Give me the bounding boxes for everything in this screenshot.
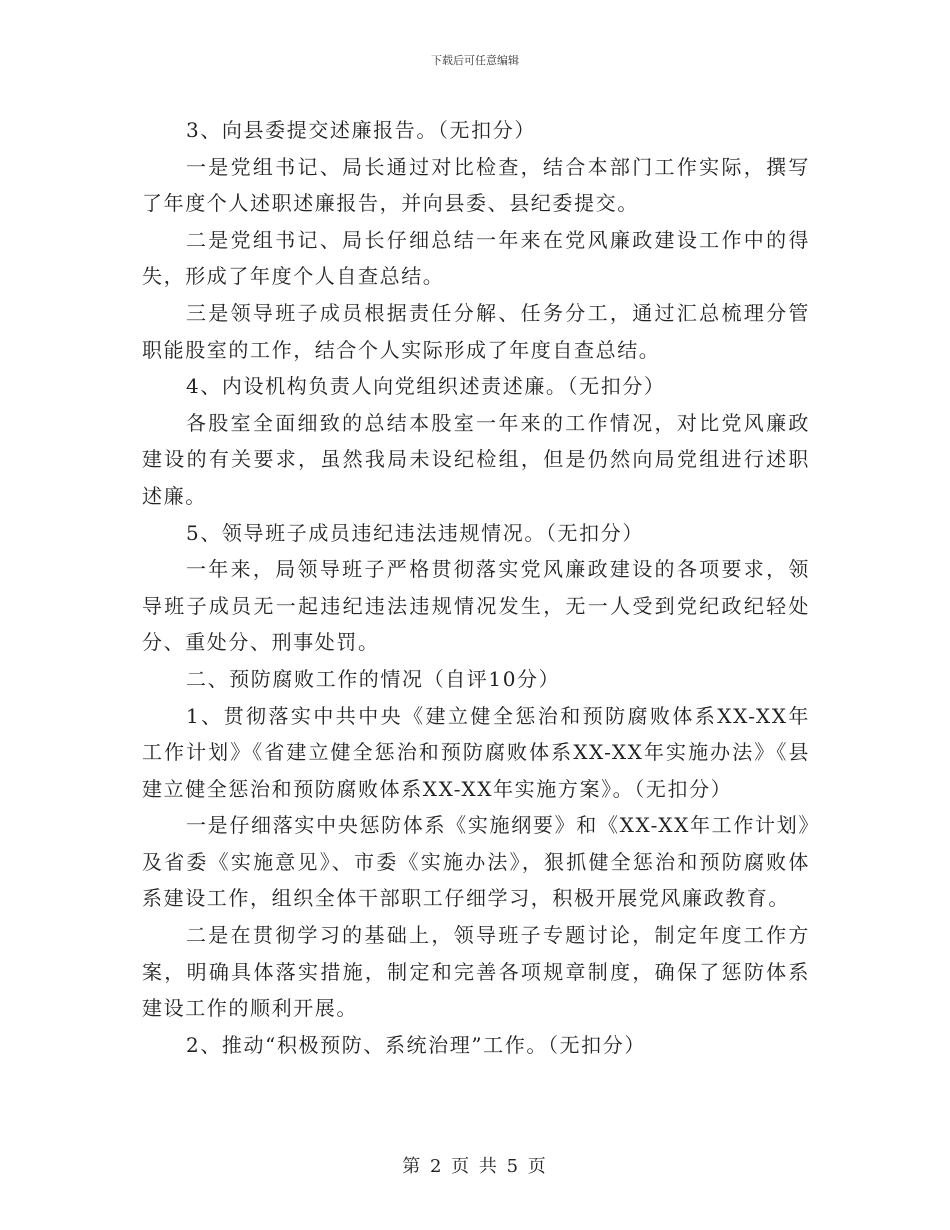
paragraph: 各股室全面细致的总结本股室一年来的工作情况，对比党风廉政建设的有关要求，虽然我局未设纪检组，但是仍然向局党组进行述职述廉。 (142, 410, 810, 508)
paragraph: 一是仔细落实中央惩防体系《实施纲要》和《XX-XX年工作计划》及省委《实施意见》、市委《实施办法》，狠抓健全惩治和预防腐败体系建设工作，组织全体干部职工仔细学习，积极开展党风廉政教育。 (142, 813, 810, 911)
page-number: 第 2 页 共 5 页 (402, 1156, 548, 1177)
paragraph: 3、向县委提交述廉报告。（无扣分） (186, 118, 536, 142)
paragraph: 三是领导班子成员根据责任分解、任务分工，通过汇总梳理分管职能股室的工作，结合个人实际形成了年度自查总结。 (142, 300, 810, 362)
document-body (142, 112, 810, 1063)
section-heading: 二、预防腐败工作的情况（自评10分） (186, 666, 561, 691)
paragraph: 二是党组书记、局长仔细总结一年来在党风廉政建设工作中的得失，形成了年度个人自查总结。 (142, 227, 810, 289)
paragraph: 二是在贯彻学习的基础上，领导班子专题讨论，制定年度工作方案，明确具体落实措施，制定和完善各项规章制度，确保了惩防体系建设工作的顺利开展。 (142, 923, 810, 1021)
page-header: 下载后可任意编辑 (431, 54, 519, 67)
paragraph: 一年来，局领导班子严格贯彻落实党风廉政建设的各项要求，领导班子成员无一起违纪违法违规情况发生，无一人受到党纪政纪轻处分、重处分、刑事处罚。 (142, 557, 810, 655)
paragraph: 1、贯彻落实中共中央《建立健全惩治和预防腐败体系XX-XX年工作计划》《省建立健全惩治和预防腐败体系XX-XX年实施办法》《县建立健全惩治和预防腐败体系XX-XX年实施方案》。（无扣分） (142, 703, 810, 801)
paragraph: 2、推动“积极预防、系统治理”工作。（无扣分） (186, 1032, 646, 1057)
paragraph: 5、领导班子成员违纪违法违规情况。（无扣分） (186, 520, 644, 545)
paragraph: 4、内设机构负责人向党组织述责述廉。（无扣分） (186, 374, 666, 399)
paragraph: 一是党组书记、局长通过对比检查，结合本部门工作实际，撰写了年度个人述职述廉报告，并向县委、县纪委提交。 (142, 154, 810, 216)
